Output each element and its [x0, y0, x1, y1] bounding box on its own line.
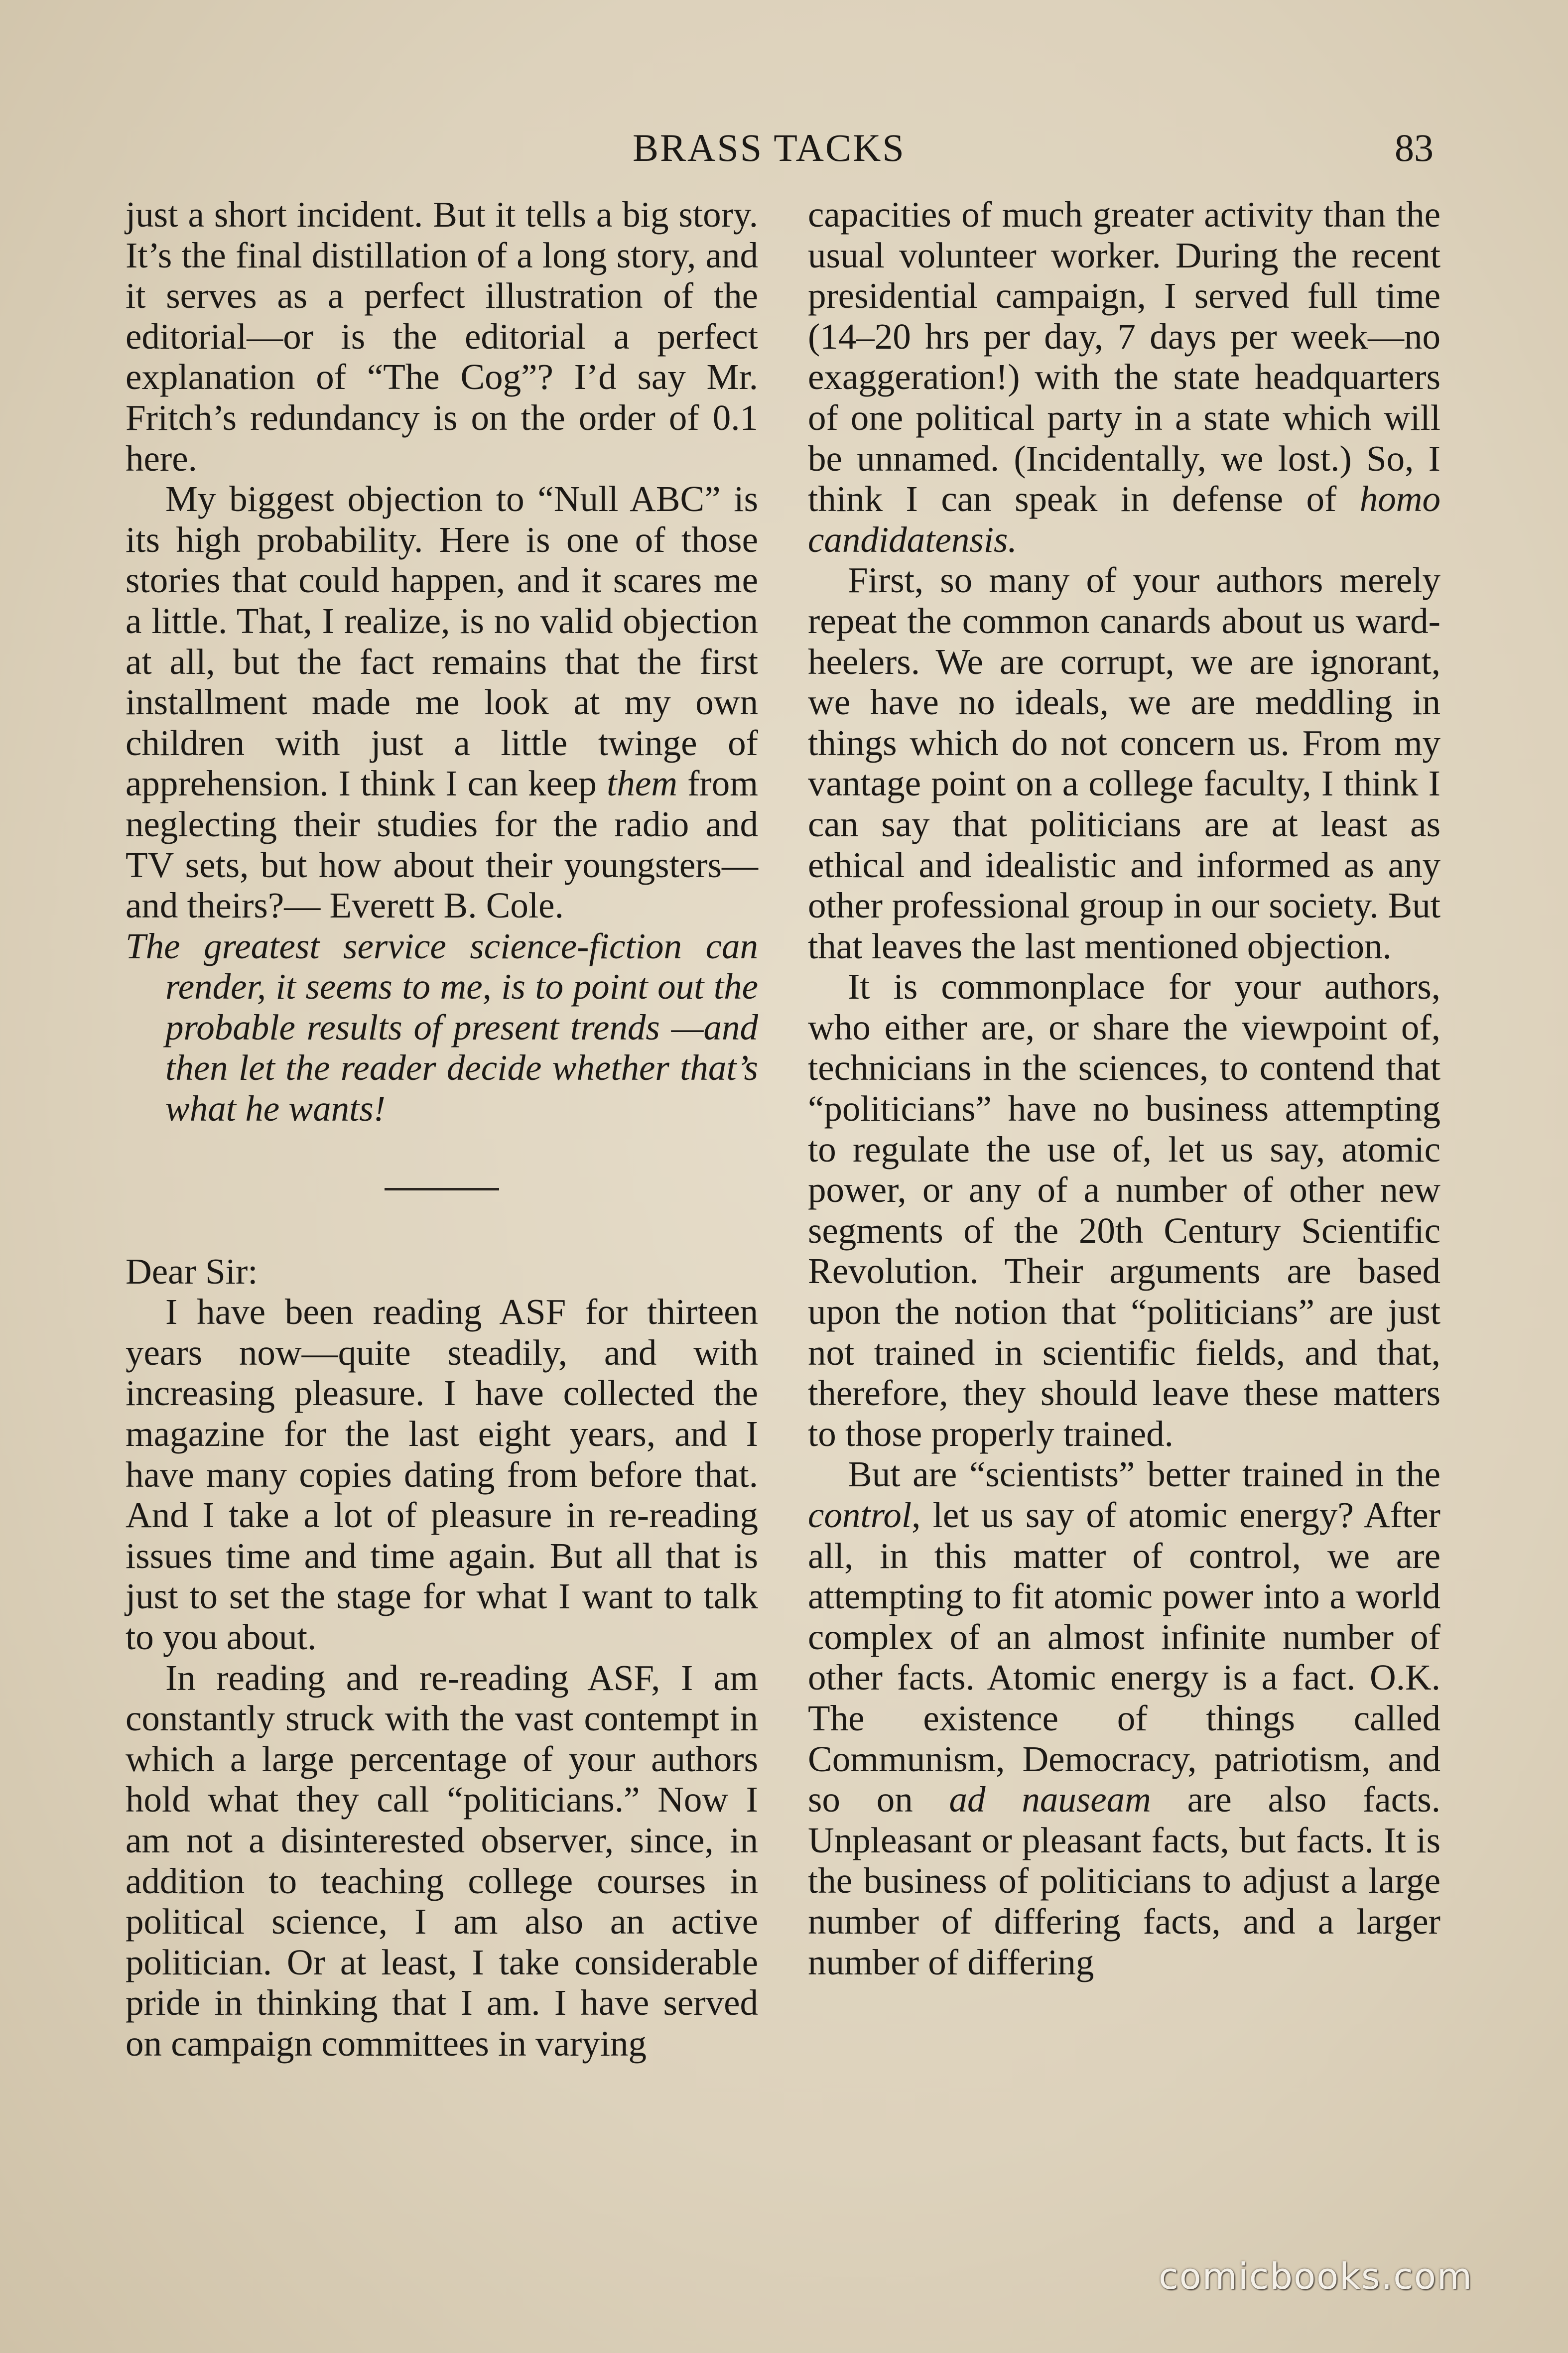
left-column	[126, 194, 758, 2064]
paragraph-text: , let us say of atomic energy? After all, in this matter of control, we are attempting to fit atomic power into a world complex of an almost infinite number of other facts. Atomic energy is a fact. O.K. The existence of things called Communism, Democracy, patriotism, and so on	[808, 1495, 1440, 1820]
letter-paragraph: I have been reading ASF for thirteen years now—quite steadily, and with increasing pleasure. I have collected the magazine for the last eight years, and I have many copies dating from before that. And I take a lot of pleasure in re-reading issues time and time again. But all that is just to set the stage for what I want to talk to you about.	[126, 1292, 758, 1657]
letter-paragraph	[808, 194, 1440, 560]
section-divider	[385, 1188, 499, 1190]
emphasis-text: homo candidatensis.	[808, 479, 1440, 560]
letter-paragraph: It is commonplace for your authors, who either are, or share the viewpoint of, technicians in the sciences, to contend that “politicians” have no business attempting to regulate the use of, let us say, atomic power, or any of a number of other new segments of the 20th Century Scientific Revolution. Their arguments are based upon the notion that “politicians” are just not trained in scientific fields, and that, therefore, they should leave these matters to those properly trained.	[808, 966, 1440, 1454]
letter-paragraph	[126, 479, 758, 926]
letter-continuation-paragraph: just a short incident. But it tells a big story. It’s the final distillation of a long story, and it serves as a perfect illustration of the editorial—or is the editorial a perfect explanation of “The Cog”? I’d say Mr. Fritch’s redundancy is on the order of 0.1 here.	[126, 194, 758, 479]
emphasis-text: them	[607, 763, 677, 804]
running-head: BRASS TACKS	[633, 126, 906, 169]
emphasis-text: ad nauseam	[949, 1779, 1151, 1820]
letter-paragraph: In reading and re-reading ASF, I am constantly struck with the vast contempt in which a large percentage of your authors hold what they call “politicians.” Now I am not a disinterested observer, since, in addition to teaching college courses in political science, I am also an active politician. Or at least, I take considerable pride in thinking that I am. I have served on campaign committees in varying	[126, 1657, 758, 2064]
paragraph-text: are also facts. Unpleasant or pleasant facts, but facts. It is the business of politicians to adjust a large number of differing facts, and a larger number of differing	[808, 1779, 1440, 1982]
letter-signature: Everett B. Cole.	[329, 885, 564, 926]
letter-paragraph: First, so many of your authors merely repeat the common canards about us ward-heelers. We are corrupt, we are ignorant, we have no ideals, we are meddling in things which do not concern us. From my vantage point on a college faculty, I think I can say that politicians are at least as ethical and idealistic and informed as any other professional group in our society. But that leaves the last mentioned objection.	[808, 560, 1440, 966]
emphasis-text: control	[808, 1495, 912, 1535]
paragraph-text: from neglecting their studies for the radio and TV sets, but how about their youngsters—and theirs?—	[126, 763, 759, 926]
editor-reply: The greatest service science-fiction can render, it seems to me, is to point out the probable results of present trends —and then let the reader decide whether that’s what he wants!	[126, 925, 758, 1129]
page-number: 83	[1395, 126, 1434, 169]
paragraph-text: My biggest objection to “Null ABC” is its high probability. Here is one of those stories that could happen, and it scares me a little. That, I realize, is no valid objection at all, but the fact remains that the first installment made me look at my own children with just a little twinge of apprehension. I think I can keep	[126, 479, 758, 804]
salutation: Dear Sir:	[126, 1251, 258, 1292]
letter-paragraph	[808, 1454, 1440, 1982]
watermark-logo: comicbooks.com	[1159, 2255, 1473, 2297]
paragraph-text: capacities of much greater activity than the usual volunteer worker. During the recent presidential campaign, I served full time (14–20 hrs per day, 7 days per week—no exaggeration!) with the state headquarters of one political party in a state which will be unnamed. (Incidentally, we lost.) So, I think I can speak in defense of	[808, 194, 1440, 520]
paragraph-text: But are “scientists” better trained in the	[848, 1454, 1440, 1495]
right-column	[808, 194, 1440, 1982]
